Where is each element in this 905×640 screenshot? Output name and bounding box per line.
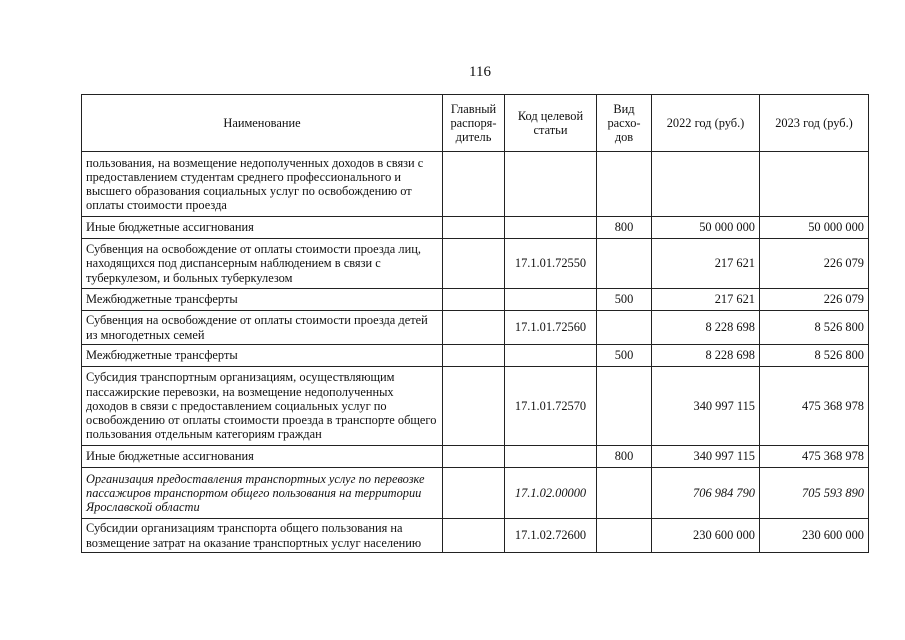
- row-2023: 705 593 890: [760, 468, 869, 519]
- row-2023: 226 079: [760, 239, 869, 289]
- row-name: Субвенция на освобождение от оплаты стоимости проезда лиц, находящихся под диспансерным наблюдением в связи с туберкулезом, и больных туберкулезом: [82, 239, 443, 289]
- table-row: [82, 446, 869, 468]
- row-admin: [443, 446, 505, 468]
- row-admin: [443, 345, 505, 367]
- row-name: Субвенция на освобождение от оплаты стоимости проезда детей из многодетных семей: [82, 311, 443, 345]
- row-2022: [652, 152, 760, 217]
- page-number: 116: [469, 64, 491, 80]
- table-row: [82, 367, 869, 446]
- row-admin: [443, 367, 505, 446]
- row-code: [505, 345, 597, 367]
- row-admin: [443, 519, 505, 553]
- row-code: 17.1.01.72570: [505, 367, 597, 446]
- row-2022: 50 000 000: [652, 217, 760, 239]
- row-code: [505, 289, 597, 311]
- row-code: 17.1.02.00000: [505, 468, 597, 519]
- table-row: [82, 345, 869, 367]
- row-vr: [597, 152, 652, 217]
- row-admin: [443, 217, 505, 239]
- row-vr: 500: [597, 345, 652, 367]
- row-admin: [443, 311, 505, 345]
- budget-table: [81, 94, 869, 553]
- table-header-row: [82, 95, 869, 152]
- row-vr: [597, 367, 652, 446]
- header-2022: 2022 год (руб.): [652, 95, 760, 152]
- row-2023: 8 526 800: [760, 345, 869, 367]
- row-code: 17.1.01.72550: [505, 239, 597, 289]
- row-vr: [597, 519, 652, 553]
- row-code: [505, 446, 597, 468]
- row-2022: 340 997 115: [652, 446, 760, 468]
- row-vr: [597, 311, 652, 345]
- table-row: [82, 217, 869, 239]
- row-admin: [443, 468, 505, 519]
- table-row: [82, 468, 869, 519]
- table-row: [82, 519, 869, 553]
- row-vr: 800: [597, 446, 652, 468]
- row-2022: 8 228 698: [652, 311, 760, 345]
- row-admin: [443, 289, 505, 311]
- row-2022: 706 984 790: [652, 468, 760, 519]
- row-vr: 500: [597, 289, 652, 311]
- header-code: Код целевой статьи: [505, 95, 597, 152]
- row-2023: [760, 152, 869, 217]
- row-name: пользования, на возмещение недополученных доходов в связи с предоставлением студентам среднего профессионального и высшего образования социальных услуг по освобождению от оплаты стоимости проезда: [82, 152, 443, 217]
- row-2022: 230 600 000: [652, 519, 760, 553]
- row-2022: 217 621: [652, 289, 760, 311]
- header-admin: Главный распоря-дитель: [443, 95, 505, 152]
- row-2023: 475 368 978: [760, 446, 869, 468]
- row-code: 17.1.02.72600: [505, 519, 597, 553]
- row-name: Иные бюджетные ассигнования: [82, 217, 443, 239]
- row-2023: 230 600 000: [760, 519, 869, 553]
- row-vr: 800: [597, 217, 652, 239]
- row-name: Субсидия транспортным организациям, осуществляющим пассажирские перевозки, на возмещение недополученных доходов в связи с предоставлением социальных услуг по освобождению от оплаты стоимости проезда в транспорте общего пользования отдельным категориям граждан: [82, 367, 443, 446]
- row-2023: 226 079: [760, 289, 869, 311]
- row-name: Межбюджетные трансферты: [82, 289, 443, 311]
- table-row: [82, 239, 869, 289]
- row-code: [505, 152, 597, 217]
- row-2022: 340 997 115: [652, 367, 760, 446]
- row-admin: [443, 152, 505, 217]
- row-2023: 50 000 000: [760, 217, 869, 239]
- row-name: Иные бюджетные ассигнования: [82, 446, 443, 468]
- row-admin: [443, 239, 505, 289]
- row-vr: [597, 239, 652, 289]
- header-name: Наименование: [82, 95, 443, 152]
- row-name: Субсидии организациям транспорта общего пользования на возмещение затрат на оказание транспортных услуг населению: [82, 519, 443, 553]
- row-2022: 217 621: [652, 239, 760, 289]
- row-name: Межбюджетные трансферты: [82, 345, 443, 367]
- row-2023: 475 368 978: [760, 367, 869, 446]
- row-vr: [597, 468, 652, 519]
- row-code: 17.1.01.72560: [505, 311, 597, 345]
- table-row: [82, 311, 869, 345]
- row-2023: 8 526 800: [760, 311, 869, 345]
- row-name: Организация предоставления транспортных услуг по перевозке пассажиров транспортом общего пользования на территории Ярославской области: [82, 468, 443, 519]
- table-row: [82, 152, 869, 217]
- table-row: [82, 289, 869, 311]
- header-2023: 2023 год (руб.): [760, 95, 869, 152]
- header-vr: Вид расхо-дов: [597, 95, 652, 152]
- row-2022: 8 228 698: [652, 345, 760, 367]
- row-code: [505, 217, 597, 239]
